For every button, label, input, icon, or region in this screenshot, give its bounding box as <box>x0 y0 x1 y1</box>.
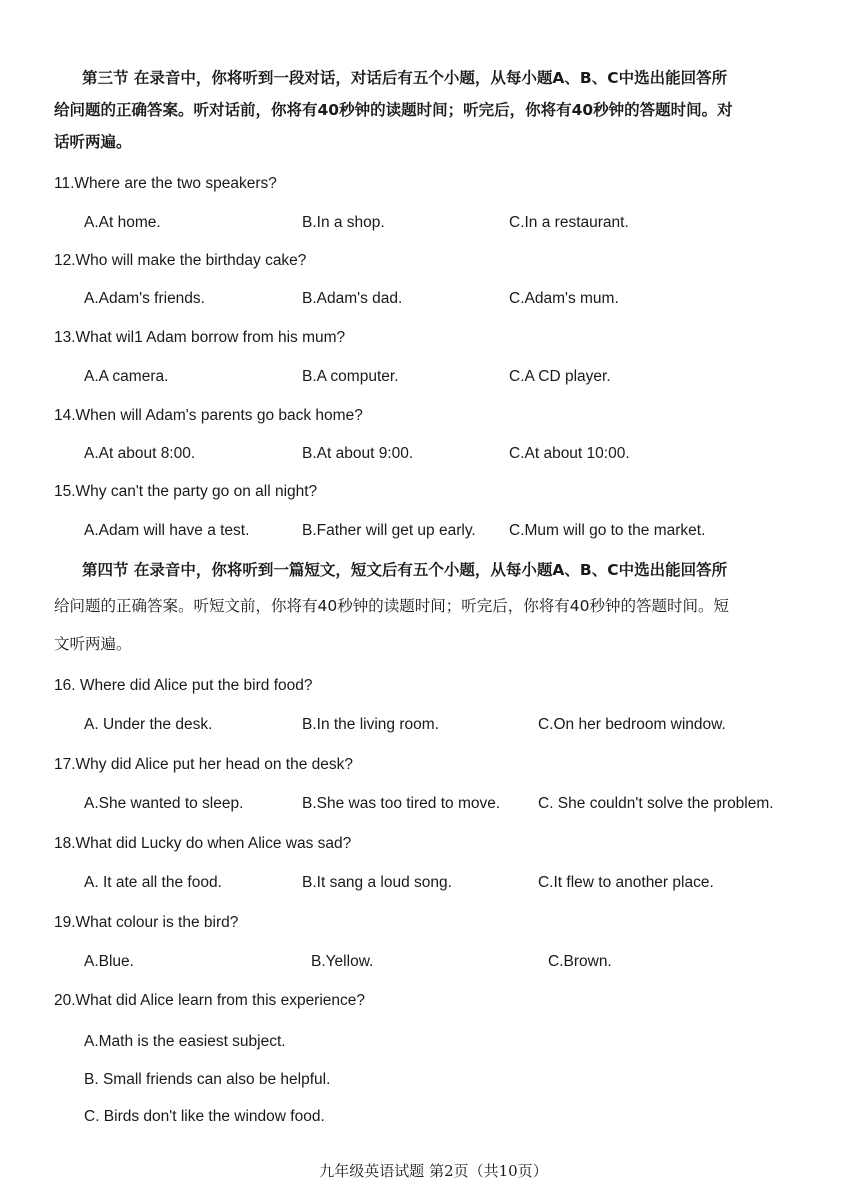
question-17: 17.Why did Alice put her head on the desk? <box>54 756 354 773</box>
section3-line1: 第三节 在录音中，你将听到一段对话，对话后有五个小题，从每小题A、B、C中选出能回答所 <box>82 69 728 87</box>
q18-option-c: C.It flew to another place. <box>538 874 714 891</box>
q16-option-b: B.In the living room. <box>302 716 439 733</box>
page-footer: 九年级英语试题 第2页（共10页） <box>319 1162 548 1180</box>
question-18: 18.What did Lucky do when Alice was sad? <box>54 835 352 852</box>
q19-option-c: C.Brown. <box>548 953 612 970</box>
question-19: 19.What colour is the bird? <box>54 914 239 931</box>
question-13: 13.What wil1 Adam borrow from his mum? <box>54 329 346 346</box>
q19-option-a: A.Blue. <box>84 953 134 970</box>
q13-option-b: B.A computer. <box>302 368 399 385</box>
section4-line1: 第四节 在录音中，你将听到一篇短文，短文后有五个小题，从每小题A、B、C中选出能回答所 <box>82 561 728 579</box>
q20-option-c: C. Birds don't like the window food. <box>84 1108 325 1125</box>
q20-option-b: B. Small friends can also be helpful. <box>84 1071 331 1088</box>
section3-line3: 话听两遍。 <box>54 133 132 151</box>
question-14: 14.When will Adam's parents go back home? <box>54 407 363 424</box>
q16-option-a: A. Under the desk. <box>84 716 213 733</box>
q11-option-b: B.In a shop. <box>302 214 385 231</box>
section4-line3: 文听两遍。 <box>54 635 132 653</box>
q12-option-b: B.Adam's dad. <box>302 290 403 307</box>
q15-option-a: A.Adam will have a test. <box>84 522 250 539</box>
q11-option-c: C.In a restaurant. <box>509 214 629 231</box>
q16-option-c: C.On her bedroom window. <box>538 716 726 733</box>
q17-option-b: B.She was too tired to move. <box>302 795 501 812</box>
question-11: 11.Where are the two speakers? <box>54 175 277 192</box>
q11-option-a: A.At home. <box>84 214 161 231</box>
q14-option-a: A.At about 8:00. <box>84 445 196 462</box>
q13-option-c: C.A CD player. <box>509 368 611 385</box>
q18-option-a: A. It ate all the food. <box>84 874 222 891</box>
q12-option-c: C.Adam's mum. <box>509 290 619 307</box>
q20-option-a: A.Math is the easiest subject. <box>84 1033 286 1050</box>
q18-option-b: B.It sang a loud song. <box>302 874 452 891</box>
question-20: 20.What did Alice learn from this experience? <box>54 992 366 1009</box>
q15-option-b: B.Father will get up early. <box>302 522 476 539</box>
q17-option-a: A.She wanted to sleep. <box>84 795 244 812</box>
question-15: 15.Why can't the party go on all night? <box>54 483 318 500</box>
section3-line2: 给问题的正确答案。听对话前，你将有40秒钟的读题时间；听完后，你将有40秒钟的答题时间。对 <box>54 101 733 119</box>
q15-option-c: C.Mum will go to the market. <box>509 522 706 539</box>
q14-option-c: C.At about 10:00. <box>509 445 630 462</box>
q12-option-a: A.Adam's friends. <box>84 290 205 307</box>
section4-line2: 给问题的正确答案。听短文前，你将有40秒钟的读题时间；听完后，你将有40秒钟的答题时间。短 <box>54 597 729 615</box>
question-16: 16. Where did Alice put the bird food? <box>54 677 313 694</box>
q13-option-a: A.A camera. <box>84 368 169 385</box>
q17-option-c: C. She couldn't solve the problem. <box>538 795 774 812</box>
q19-option-b: B.Yellow. <box>311 953 374 970</box>
question-12: 12.Who will make the birthday cake? <box>54 252 307 269</box>
q14-option-b: B.At about 9:00. <box>302 445 414 462</box>
